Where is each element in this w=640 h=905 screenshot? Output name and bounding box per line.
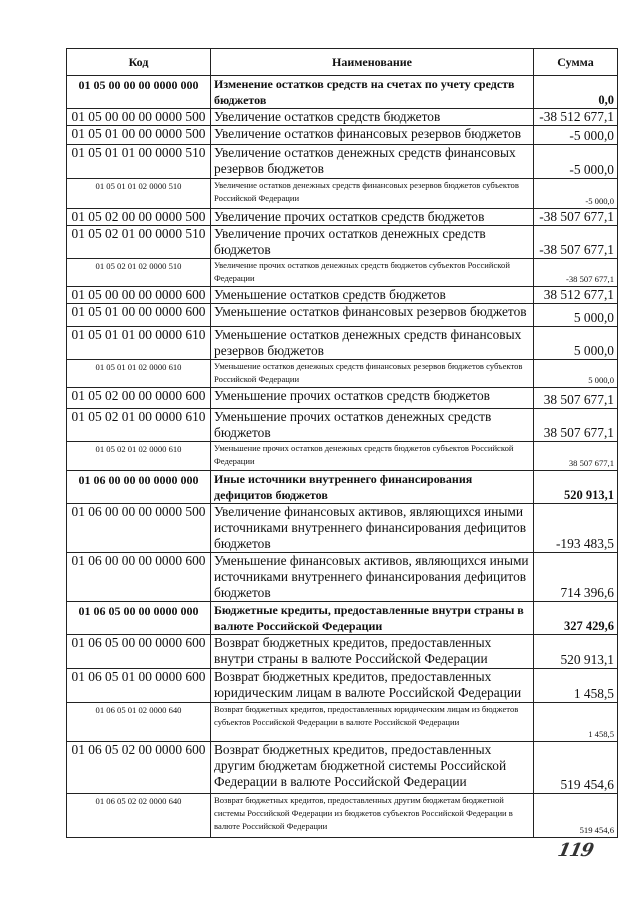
row-sum: -38 507 677,1	[534, 209, 618, 226]
table-row	[67, 553, 618, 602]
row-name: Увеличение прочих остатков средств бюджетов	[211, 209, 534, 226]
table-row	[67, 209, 618, 226]
row-name: Уменьшение остатков финансовых резервов бюджетов	[211, 304, 534, 327]
row-code: 01 05 01 01 02 0000 610	[67, 360, 211, 388]
row-name: Возврат бюджетных кредитов, предоставленных юридическим лицам из бюджетов субъектов Российской Федерации в валюте Российской Федерации	[211, 703, 534, 742]
row-name: Увеличение остатков финансовых резервов бюджетов	[211, 126, 534, 145]
table-row	[67, 259, 618, 287]
row-sum: 520 913,1	[534, 635, 618, 669]
row-sum: 519 454,6	[534, 794, 618, 838]
table-row	[67, 226, 618, 259]
row-code: 01 06 05 01 02 0000 640	[67, 703, 211, 742]
row-name: Увеличение прочих остатков денежных средств бюджетов субъектов Российской Федерации	[211, 259, 534, 287]
row-name: Уменьшение прочих остатков средств бюджетов	[211, 388, 534, 409]
row-sum: 714 396,6	[534, 553, 618, 602]
table-row	[67, 471, 618, 504]
table-row	[67, 669, 618, 703]
row-sum: -5 000,0	[534, 179, 618, 209]
row-name: Уменьшение прочих остатков денежных средств бюджетов	[211, 409, 534, 442]
row-name: Возврат бюджетных кредитов, предоставленных юридическим лицам в валюте Российской Федерации	[211, 669, 534, 703]
row-code: 01 05 01 01 02 0000 510	[67, 179, 211, 209]
row-name: Увеличение прочих остатков денежных средств бюджетов	[211, 226, 534, 259]
sources-of-financing-table	[66, 48, 618, 838]
row-code: 01 06 05 02 00 0000 600	[67, 742, 211, 794]
table-row	[67, 145, 618, 179]
row-code: 01 06 00 00 00 0000 600	[67, 553, 211, 602]
row-sum: 38 507 677,1	[534, 409, 618, 442]
row-sum: 5 000,0	[534, 360, 618, 388]
table-row	[67, 504, 618, 553]
row-name: Увеличение финансовых активов, являющихся иными источниками внутреннего финансирования дефицитов бюджетов	[211, 504, 534, 553]
row-sum: 38 507 677,1	[534, 442, 618, 471]
row-name: Увеличение остатков денежных средств финансовых резервов бюджетов	[211, 145, 534, 179]
row-sum: -193 483,5	[534, 504, 618, 553]
row-code: 01 05 01 01 00 0000 510	[67, 145, 211, 179]
row-sum: 38 507 677,1	[534, 388, 618, 409]
row-code: 01 05 02 00 00 0000 500	[67, 209, 211, 226]
row-name: Увеличение остатков средств бюджетов	[211, 109, 534, 126]
table-row	[67, 794, 618, 838]
table-row	[67, 287, 618, 304]
row-sum: 519 454,6	[534, 742, 618, 794]
row-sum: 38 512 677,1	[534, 287, 618, 304]
row-code: 01 06 05 00 00 0000 600	[67, 635, 211, 669]
row-name: Уменьшение остатков средств бюджетов	[211, 287, 534, 304]
row-sum: 0,0	[534, 76, 618, 109]
table-row	[67, 442, 618, 471]
row-code: 01 05 01 01 00 0000 610	[67, 327, 211, 360]
table-row	[67, 109, 618, 126]
table-row	[67, 602, 618, 635]
row-code: 01 05 02 00 00 0000 600	[67, 388, 211, 409]
row-name: Уменьшение финансовых активов, являющихся иными источниками внутреннего финансирования дефицитов бюджетов	[211, 553, 534, 602]
row-sum: 5 000,0	[534, 304, 618, 327]
row-name: Бюджетные кредиты, предоставленные внутри страны в валюте Российской Федерации	[211, 602, 534, 635]
table-header-row	[67, 49, 618, 76]
row-code: 01 06 05 00 00 0000 000	[67, 602, 211, 635]
table-row	[67, 635, 618, 669]
table-row	[67, 360, 618, 388]
header-name: Наименование	[211, 49, 534, 76]
row-name: Уменьшение остатков денежных средств финансовых резервов бюджетов	[211, 327, 534, 360]
header-code: Код	[67, 49, 211, 76]
row-sum: -5 000,0	[534, 126, 618, 145]
row-sum: 520 913,1	[534, 471, 618, 504]
row-name: Возврат бюджетных кредитов, предоставленных другим бюджетам бюджетной системы Российской Федерации в валюте Российской Федерации	[211, 742, 534, 794]
row-code: 01 06 05 01 00 0000 600	[67, 669, 211, 703]
row-code: 01 06 05 02 02 0000 640	[67, 794, 211, 838]
row-code: 01 05 02 01 02 0000 610	[67, 442, 211, 471]
row-sum: -5 000,0	[534, 145, 618, 179]
row-name: Изменение остатков средств на счетах по учету средств бюджетов	[211, 76, 534, 109]
row-code: 01 05 01 00 00 0000 500	[67, 126, 211, 145]
table-row	[67, 742, 618, 794]
row-code: 01 05 02 01 02 0000 510	[67, 259, 211, 287]
header-sum: Сумма	[534, 49, 618, 76]
table-row	[67, 304, 618, 327]
row-sum: -38 507 677,1	[534, 259, 618, 287]
table-row	[67, 76, 618, 109]
handwritten-page-number: 119	[555, 840, 595, 861]
table-row	[67, 327, 618, 360]
row-code: 01 06 00 00 00 0000 500	[67, 504, 211, 553]
row-sum: -38 512 677,1	[534, 109, 618, 126]
row-code: 01 05 02 01 00 0000 510	[67, 226, 211, 259]
row-sum: -38 507 677,1	[534, 226, 618, 259]
row-name: Уменьшение остатков денежных средств финансовых резервов бюджетов субъектов Российской Федерации	[211, 360, 534, 388]
table-row	[67, 703, 618, 742]
row-name: Иные источники внутреннего финансирования дефицитов бюджетов	[211, 471, 534, 504]
row-code: 01 06 00 00 00 0000 000	[67, 471, 211, 504]
table-row	[67, 409, 618, 442]
row-sum: 1 458,5	[534, 703, 618, 742]
row-code: 01 05 00 00 00 0000 600	[67, 287, 211, 304]
table-row	[67, 179, 618, 209]
row-name: Уменьшение прочих остатков денежных средств бюджетов субъектов Российской Федерации	[211, 442, 534, 471]
table-row	[67, 388, 618, 409]
row-name: Возврат бюджетных кредитов, предоставленных внутри страны в валюте Российской Федерации	[211, 635, 534, 669]
row-name: Возврат бюджетных кредитов, предоставленных другим бюджетам бюджетной системы Российской Федерации из бюджетов субъектов Российской Федерации в валюте Российской Федерации	[211, 794, 534, 838]
row-name: Увеличение остатков денежных средств финансовых резервов бюджетов субъектов Российской Федерации	[211, 179, 534, 209]
row-code: 01 05 01 00 00 0000 600	[67, 304, 211, 327]
row-code: 01 05 00 00 00 0000 500	[67, 109, 211, 126]
row-code: 01 05 00 00 00 0000 000	[67, 76, 211, 109]
row-sum: 1 458,5	[534, 669, 618, 703]
row-sum: 327 429,6	[534, 602, 618, 635]
row-sum: 5 000,0	[534, 327, 618, 360]
row-code: 01 05 02 01 00 0000 610	[67, 409, 211, 442]
table-row	[67, 126, 618, 145]
